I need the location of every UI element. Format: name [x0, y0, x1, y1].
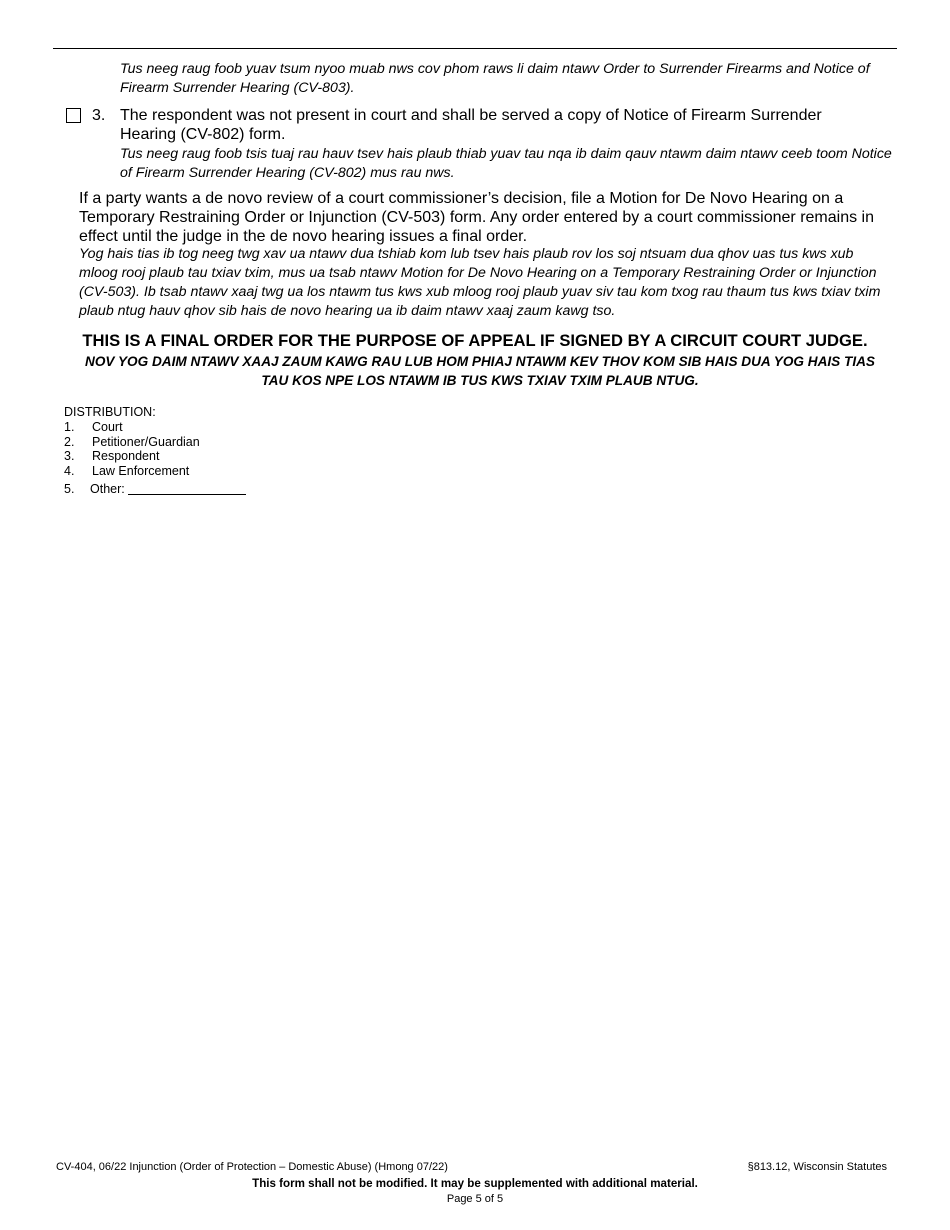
item-3-hmong-text: Tus neeg raug foob tsis tuaj rau hauv tsev hais plaub thiab yuav tau nqa ib daim qauv ntawm daim ntawv ceeb toom Notice of Firearm Surrender Hearing (CV-802) mus rau nws.: [120, 146, 892, 181]
item-3-english-text: The respondent was not present in court and shall be served a copy of Notice of Firearm Surrender Hearing (CV-802) form.: [120, 107, 822, 143]
distribution-item-label: Court: [92, 420, 123, 434]
final-order-hmong-text: NOV YOG DAIM NTAWV XAAJ ZAUM KAWG RAU LUB HOM PHIAJ NTAWM KEV THOV KOM SIB HAIS DUA YOG HAIS TIAS TAU KOS NPE LOS NTAWM IB TUS KWS TXIAV TXIM PLAUB NTUG.: [85, 354, 875, 388]
distribution-item-number: 4.: [64, 463, 75, 478]
distribution-item-number: 3.: [64, 449, 75, 463]
top-rule: [53, 48, 897, 49]
distribution-other-label: Other:: [90, 482, 125, 496]
item-3-number: 3.: [92, 107, 106, 124]
distribution-item-label: Petitioner/Guardian: [92, 434, 200, 449]
final-order-title: THIS IS A FINAL ORDER FOR THE PURPOSE OF APPEAL IF SIGNED BY A CIRCUIT COURT JUDGE.: [82, 331, 868, 350]
distribution-item: [64, 464, 246, 479]
distribution-item-label: Respondent: [92, 449, 160, 463]
distribution-item-number: 1.: [64, 420, 75, 434]
de-novo-english-text: If a party wants a de novo review of a court commissioner’s decision, file a Motion for De Novo Hearing on a Temporary Restraining Order or Injunction (CV-503) form. Any order entered by a court commissioner remains in effect until the judge in the de novo hearing issues a final order.: [79, 190, 874, 245]
distribution-item: [64, 420, 246, 435]
distribution-list: [64, 420, 246, 497]
distribution-heading: DISTRIBUTION:: [64, 405, 156, 419]
form-id: CV-404, 06/22 Injunction (Order of Protection – Domestic Abuse) (Hmong 07/22): [56, 1161, 448, 1173]
page-number: Page 5 of 5: [446, 1193, 504, 1205]
other-input-line[interactable]: [128, 482, 246, 495]
distribution-item: [64, 449, 246, 464]
item-3-checkbox[interactable]: [66, 108, 81, 123]
distribution-item-number: 5.: [64, 482, 75, 496]
modification-notice: This form shall not be modified. It may be supplemented with additional material.: [252, 1177, 698, 1190]
distribution-item: [64, 435, 246, 450]
distribution-item-number: 2.: [64, 434, 75, 449]
distribution-item-other: [64, 482, 246, 497]
statute-reference: §813.12, Wisconsin Statutes: [747, 1161, 887, 1173]
distribution-item-label: Law Enforcement: [92, 463, 190, 478]
de-novo-hmong-text: Yog hais tias ib tog neeg twg xav ua ntawv dua tshiab kom lub tsev hais plaub rov los soj ntsuam dua qhov uas tus kws xub mloog rooj plaub tau txiav txim, mus ua tsab ntawv Motion for De Novo Hearing on a Temporary Restraining Order or Injunction (CV-503). Ib tsab ntawv xaaj twg ua los ntawm tus kws xub mloog rooj plaub yuav siv tau kom txog rau thaum tus kws txiav txim plaub ntug hauv qhov sib hais de novo hearing ua ib daim ntawv xaaj zaum kawg tso.: [79, 246, 881, 319]
surrender-hmong-text: Tus neeg raug foob yuav tsum nyoo muab nws cov phom raws li daim ntawv Order to Surrender Firearms and Notice of Firearm Surrender Hearing (CV-803).: [120, 61, 870, 96]
